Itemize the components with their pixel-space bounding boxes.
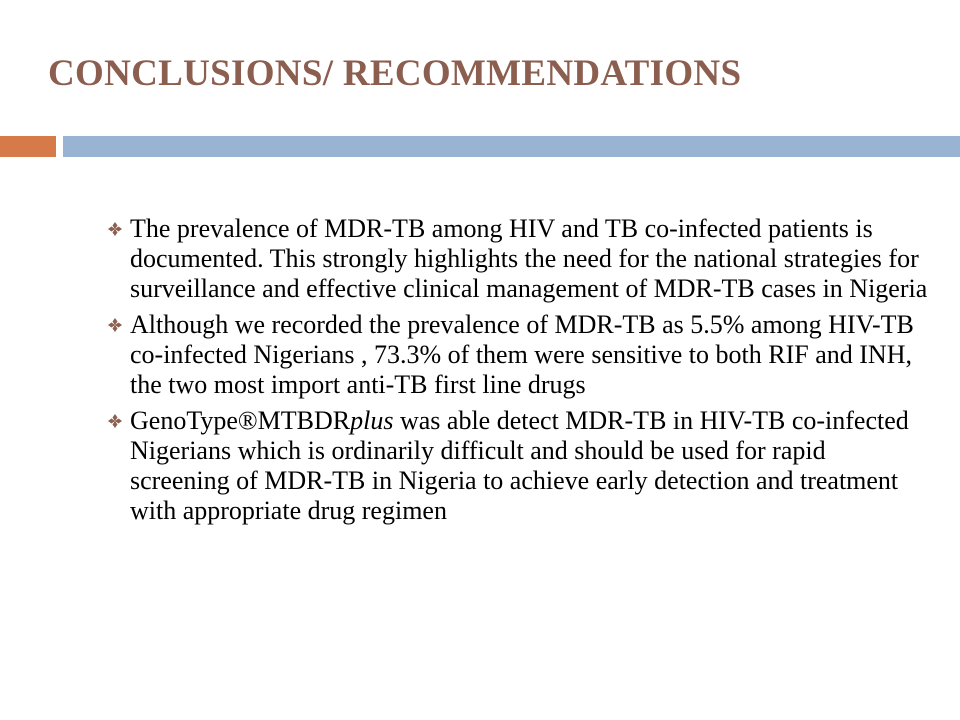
bullet-text-rest: was able detect MDR-TB in HIV-TB co-infected Nigerians which is ordinarily difficult and should be used for rapid screening of MDR-TB in Nigeria to achieve early detection and treatment with appropriate drug regimen <box>130 406 909 525</box>
assay-suffix: plus <box>350 406 394 435</box>
list-item <box>108 214 928 304</box>
four-diamond-bullet-icon <box>108 318 122 332</box>
slide-title: CONCLUSIONS/ RECOMMENDATIONS <box>48 53 742 94</box>
bullet-text: The prevalence of MDR-TB among HIV and TB co-infected patients is documented. This strongly highlights the need for the national strategies for surveillance and effective clinical management of MDR-TB cases in Nigeria <box>130 214 928 303</box>
bullet-text: Although we recorded the prevalence of MDR-TB as 5.5% among HIV-TB co-infected Nigerians , 73.3% of them were sensitive to both RIF and INH, the two most import anti-TB first line drugs <box>130 310 914 399</box>
four-diamond-bullet-icon <box>108 222 122 236</box>
list-item <box>108 310 928 400</box>
bullet-text <box>130 406 928 526</box>
title-accent-bar-left <box>0 136 56 157</box>
assay-name: GenoType®MTBDR <box>130 406 351 435</box>
list-item <box>108 406 928 526</box>
four-diamond-bullet-icon <box>108 414 122 428</box>
conclusions-list <box>108 214 928 532</box>
title-accent-bar-right <box>63 136 960 157</box>
